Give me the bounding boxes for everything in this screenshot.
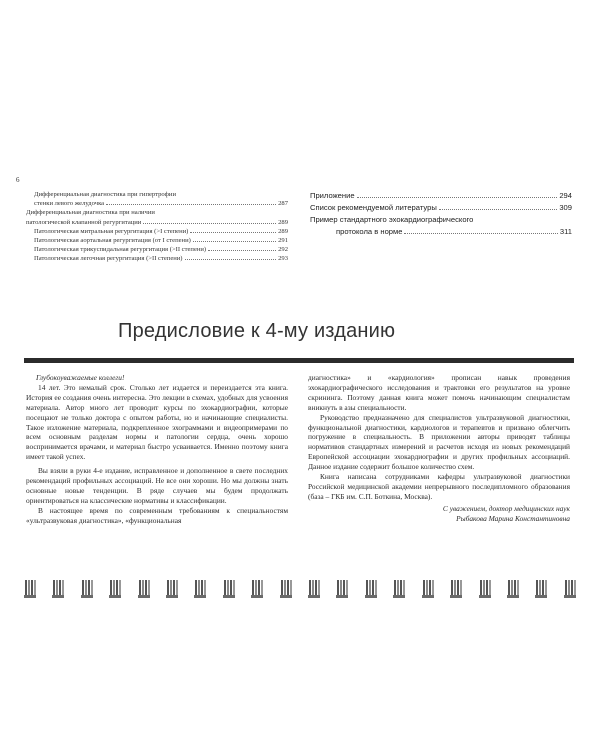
toc-entry xyxy=(26,236,288,245)
spiral-coil xyxy=(166,576,178,598)
toc-entry-page: 293 xyxy=(278,255,288,263)
spiral-coil xyxy=(393,576,405,598)
spiral-coil xyxy=(251,576,263,598)
toc-dot-leader xyxy=(208,250,276,251)
toc-entry xyxy=(26,245,288,254)
toc-entry xyxy=(26,190,288,199)
spiral-coil xyxy=(109,576,121,598)
toc-entry-title: протокола в норме xyxy=(336,227,403,236)
preface-left-column xyxy=(26,373,288,526)
paragraph: Руководство предназначено для специалистов ультразвуковой диагностики, функциональной диагностики, кардиологов и терапевтов и призвано облегчить погружение в специальность. В приложении авторы приводят таблицы нормативов стандартных измерений и расчетов исходя из новых рекомендаций Европейской ассоциации эхокардиографии и других профильных ассоциаций. Данное издание содержит большое количество схем. xyxy=(308,412,570,472)
spiral-coil xyxy=(422,576,434,598)
toc-entry xyxy=(26,227,288,236)
heading-rule xyxy=(24,358,574,363)
spiral-coil xyxy=(194,576,206,598)
toc-entry-page: 311 xyxy=(559,227,572,236)
toc-dot-leader xyxy=(357,197,558,198)
spiral-coil xyxy=(24,576,36,598)
toc-entry xyxy=(310,214,572,226)
spiral-coil xyxy=(535,576,547,598)
paragraph: Книга написана сотрудниками кафедры ультразвуковой диагностики Российской медицинской академии непрерывного последипломного образования (база – ГКБ им. С.П. Боткина, Москва). xyxy=(308,472,570,501)
toc-entry-page: 287 xyxy=(278,200,288,208)
toc-dot-leader xyxy=(404,233,557,234)
spiral-coil xyxy=(564,576,576,598)
paragraph: В настоящее время по современным требованиям к специальностям «ультразвуковая диагностика», «функциональная xyxy=(26,505,288,525)
toc-dot-leader xyxy=(185,259,277,260)
page-number: 6 xyxy=(16,176,20,184)
toc-dot-leader xyxy=(190,232,276,233)
toc-entry-title: Пример стандартного эхокардиографического xyxy=(310,215,474,224)
signature-line: С уважением, доктор медицинских наук xyxy=(442,503,570,513)
toc-entry-title: патологической клапанной регургитации xyxy=(26,218,142,226)
spiral-coil xyxy=(81,576,93,598)
signature xyxy=(308,504,570,524)
toc-dot-leader xyxy=(106,204,276,205)
toc-entry-title: Патологическая аортальная регургитация (от I степени) xyxy=(34,237,191,245)
toc-entry-title: Патологическая трикуспидальная регургитация (>II степени) xyxy=(34,246,207,254)
toc-entry-page: 292 xyxy=(278,246,288,254)
toc-entry-title: Дифференциальная диагностика при гипертрофии xyxy=(34,191,176,198)
toc-entry-title: стенки левого желудочка xyxy=(34,200,105,208)
toc-right-column xyxy=(310,190,572,238)
spiral-coil xyxy=(479,576,491,598)
spiral-coil xyxy=(507,576,519,598)
spiral-coil xyxy=(308,576,320,598)
toc-entry xyxy=(26,218,288,227)
toc-entry-title: Список рекомендуемой литературы xyxy=(310,203,437,212)
preface-heading: Предисловие к 4-му изданию xyxy=(118,320,396,342)
toc-entry-title: Патологическая митральная регургитация (>I степени) xyxy=(34,227,189,235)
spiral-coil xyxy=(365,576,377,598)
toc-entry xyxy=(26,254,288,263)
toc-entry xyxy=(26,199,288,208)
toc-entry-title: Дифференциальная диагностика при наличии xyxy=(26,209,155,217)
spiral-coil xyxy=(223,576,235,598)
toc-entry-title: Патологическая легочная регургитация (>II степени) xyxy=(34,255,183,263)
toc-dot-leader xyxy=(143,223,276,224)
toc-left-column xyxy=(26,190,288,264)
toc-entry-page: 289 xyxy=(278,227,288,235)
toc-dot-leader xyxy=(439,209,558,210)
spiral-coil xyxy=(450,576,462,598)
spiral-coil xyxy=(280,576,292,598)
paragraph: Вы взяли в руки 4-е издание, исправленное и дополненное в свете последних рекомендаций профильных ассоциаций. Не все они хороши. Но мы должны знать основные новые тенденции. В ряде случаев мы будем продолжать ориентироваться на классические нормативы и классификации. xyxy=(26,466,288,505)
paragraph: 14 лет. Это немалый срок. Столько лет издается и переиздается эта книга. История ее создания очень интересна. Это лекции в схемах, удобных для усвоения материала. Автор много лет проводит курсы по эхокардиографии, которые посещают не только доктора с опытом работы, но и начинающие специалисты. Такое изложение материала, подкрепленное эхограммами и видеопримерами по всем основным разделам нормы и патологии сердца, очень хорошо воспринимается врачами, и материал быстро усваивается. Именно поэтому книга имеет такой успех. xyxy=(26,382,288,462)
spiral-coil xyxy=(138,576,150,598)
toc-dot-leader xyxy=(193,241,276,242)
toc-entry xyxy=(310,202,572,214)
toc-entry-page: 291 xyxy=(278,237,288,245)
toc-entry-title: Приложение xyxy=(310,191,355,200)
toc-entry-page: 294 xyxy=(559,191,572,200)
spiral-coil xyxy=(336,576,348,598)
toc-entry-page: 309 xyxy=(559,203,572,212)
spiral-binding xyxy=(24,576,576,602)
preface-right-column xyxy=(308,373,570,524)
toc-entry xyxy=(310,190,572,202)
paragraph: диагностика» и «кардиология» прописан навык проведения эхокардиографического исследования и трактовки его результатов на уровне скрининга. Поэтому данная книга может помочь начинающим специалистам вникнуть в азы специальности. xyxy=(308,373,570,412)
greeting: Глубокоуважаемые коллеги! xyxy=(36,373,125,382)
toc-entry xyxy=(310,226,572,238)
spiral-coil xyxy=(52,576,64,598)
signature-name: Рыбакова Марина Константиновна xyxy=(456,513,570,523)
toc-entry xyxy=(26,208,288,217)
toc-entry-page: 289 xyxy=(278,218,288,226)
